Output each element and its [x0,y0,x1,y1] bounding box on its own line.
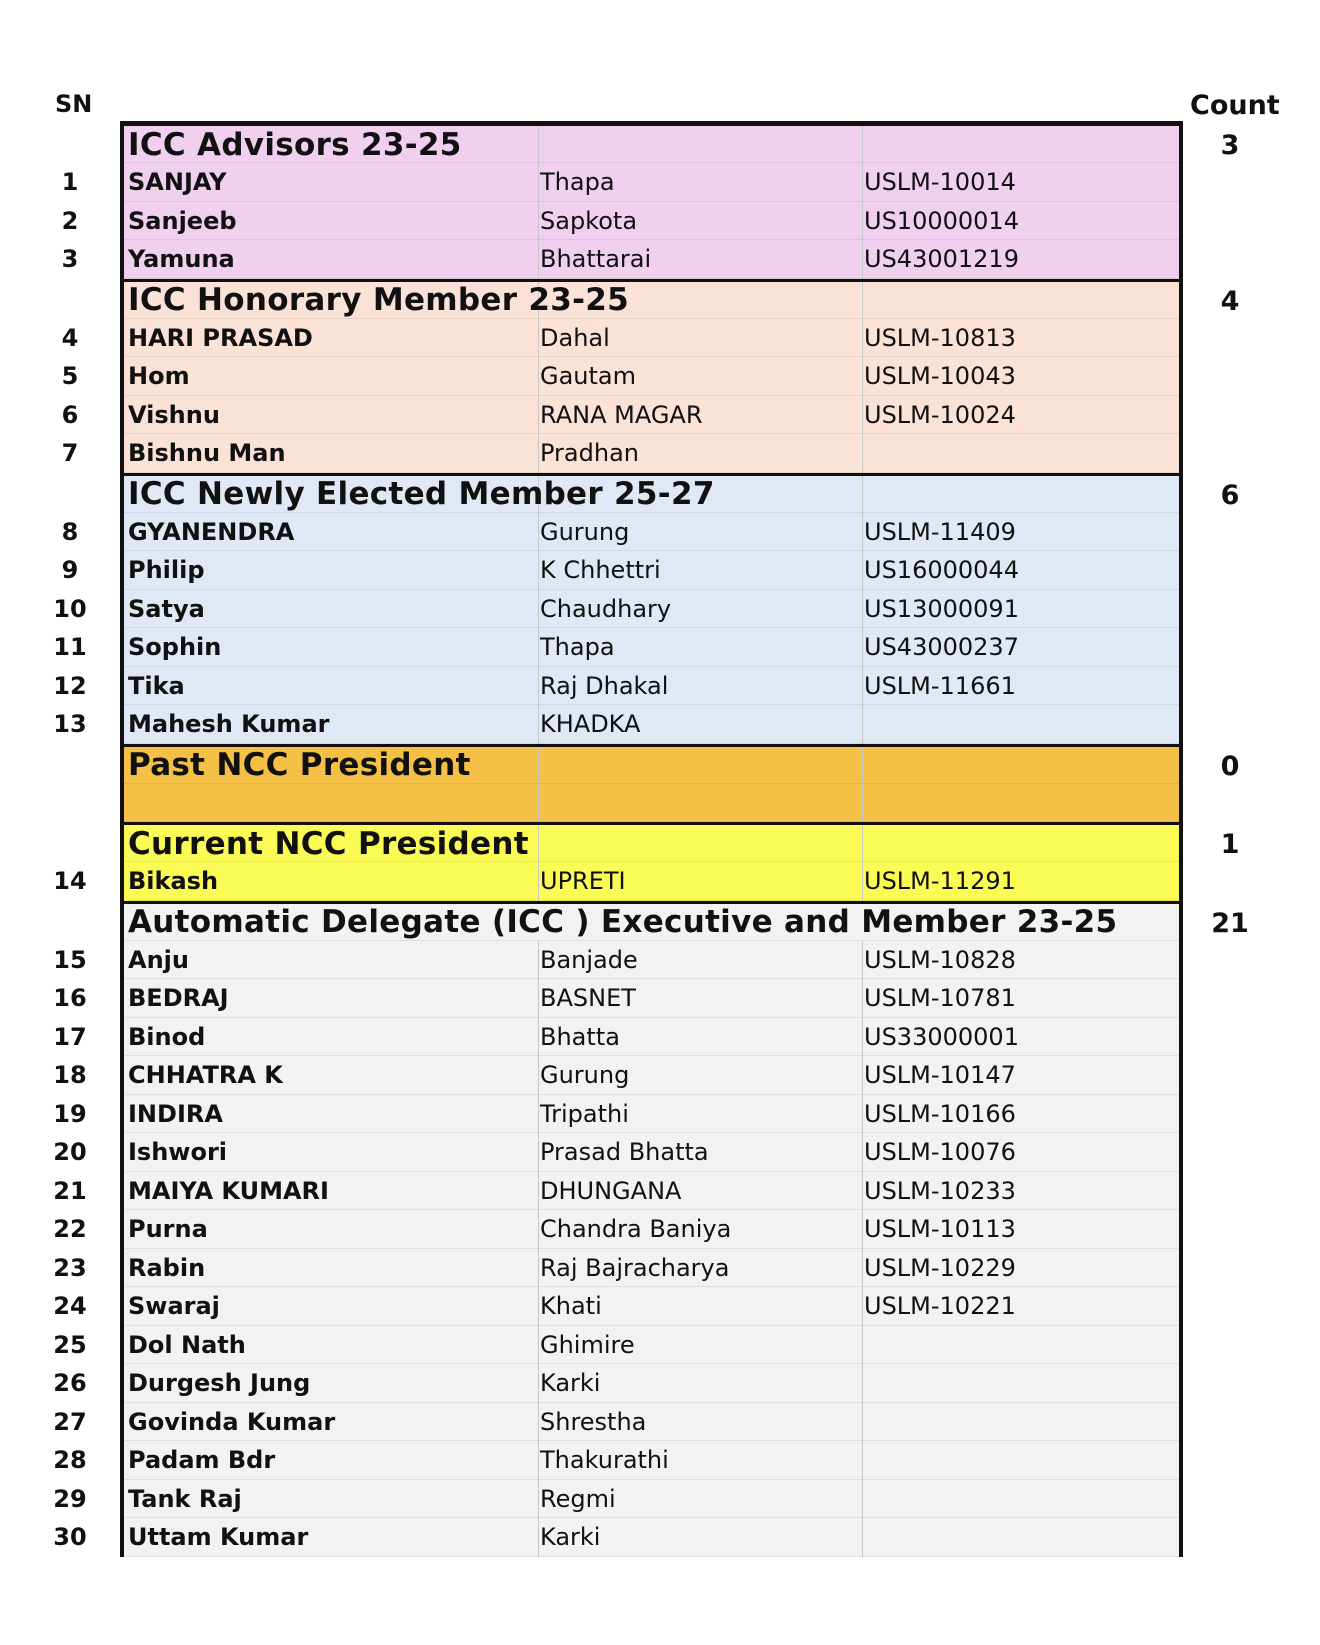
cell-divider [538,1364,539,1403]
member-id-cell: USLM-10076 [864,1138,1016,1167]
cell-divider [862,1518,863,1557]
member-id-cell: US43001219 [864,245,1019,274]
serial-number: 16 [53,984,87,1012]
table-row [122,1364,1180,1403]
section-count: 4 [1220,285,1240,317]
cell-divider [538,590,539,629]
member-id-cell: USLM-10166 [864,1099,1016,1128]
cell-divider [862,476,863,513]
table-row [122,590,1180,629]
cell-divider [538,1018,539,1057]
member-id-cell: US13000091 [864,594,1019,623]
cell-divider [538,1518,539,1557]
serial-number: 1 [61,168,79,196]
cell-divider [538,628,539,667]
cell-divider [862,1287,863,1326]
first-name-cell: Yamuna [128,245,235,274]
cell-divider [538,1056,539,1095]
cell-divider [538,1441,539,1480]
serial-number: 17 [53,1022,87,1051]
table-row [122,667,1180,706]
first-name-cell: Padam Bdr [128,1446,276,1475]
section-count: 6 [1220,479,1240,511]
last-name-cell: Thakurathi [540,1446,669,1475]
cell-divider [862,1403,863,1442]
serial-number: 27 [53,1407,87,1436]
table-row [122,1287,1180,1326]
table-row [122,163,1180,202]
last-name-cell: Banjade [540,945,638,974]
cell-divider [538,784,539,823]
first-name-cell: GYANENDRA [128,517,295,546]
cell-divider [538,1210,539,1249]
last-name-cell: Thapa [540,633,615,662]
section-count: 3 [1220,130,1240,161]
last-name-cell: Shrestha [540,1407,647,1436]
serial-number: 28 [53,1446,87,1474]
table-row [122,941,1180,980]
last-name-cell: DHUNGANA [540,1176,682,1205]
table-row [122,1095,1180,1134]
table-row [122,784,1180,823]
cell-divider [862,979,863,1018]
member-id-cell: USLM-10828 [864,945,1016,974]
first-name-cell: Anju [128,945,189,974]
section-header [122,123,1180,163]
cell-divider [538,941,539,980]
first-name-cell: Govinda Kumar [128,1407,336,1436]
last-name-cell: Raj Bajracharya [540,1253,730,1282]
table-row [122,551,1180,590]
cell-divider [538,1403,539,1442]
member-id-cell: USLM-10781 [864,984,1016,1013]
last-name-cell: Dahal [540,323,610,352]
first-name-cell: Hom [128,362,190,391]
cell-divider [862,705,863,744]
cell-divider [538,396,539,435]
first-name-cell: Philip [128,556,205,585]
cell-divider [538,705,539,744]
section-title: ICC Advisors 23-25 [128,126,462,163]
cell-divider [862,202,863,241]
serial-number: 18 [53,1061,87,1089]
last-name-cell: Bhattarai [540,245,652,274]
table-row [122,1172,1180,1211]
cell-divider [862,126,863,163]
table-row [122,1403,1180,1442]
last-name-cell: Sapkota [540,206,638,235]
cell-divider [862,1364,863,1403]
cell-divider [862,1210,863,1249]
cell-divider [862,941,863,980]
section-title: ICC Honorary Member 23-25 [128,282,630,318]
row-gridline [122,1556,1180,1557]
cell-divider [862,747,863,784]
first-name-cell: Bikash [128,867,219,896]
cell-divider [538,357,539,396]
serial-number: 22 [53,1215,87,1243]
serial-number: 12 [53,671,87,700]
member-id-cell: USLM-11409 [864,517,1016,546]
serial-number: 24 [53,1292,87,1320]
serial-number: 3 [61,245,79,273]
table-row [122,1018,1180,1057]
last-name-cell: Karki [540,1523,601,1552]
member-id-cell: USLM-11291 [864,867,1016,896]
first-name-cell: INDIRA [128,1099,223,1128]
table-row [122,1326,1180,1365]
last-name-cell: Thapa [540,168,615,197]
first-name-cell: Swaraj [128,1292,220,1321]
first-name-cell: Sanjeeb [128,206,237,235]
cell-divider [862,628,863,667]
section-title: Current NCC President [128,825,529,862]
last-name-cell: K Chhettri [540,556,661,585]
last-name-cell: RANA MAGAR [540,400,703,429]
first-name-cell: Ishwori [128,1138,228,1167]
first-name-cell: SANJAY [128,168,227,197]
member-id-cell: USLM-10014 [864,168,1016,197]
first-name-cell: Tika [128,671,185,700]
member-id-cell: USLM-10233 [864,1176,1016,1205]
cell-divider [538,667,539,706]
table-row [122,240,1180,279]
serial-number: 7 [61,439,79,467]
serial-number: 19 [53,1099,87,1128]
section-header [122,473,1180,513]
serial-number: 4 [61,323,79,352]
serial-number: 10 [53,594,87,623]
cell-divider [538,126,539,163]
cell-divider [538,979,539,1018]
serial-number: 9 [61,556,79,584]
last-name-cell: Tripathi [540,1099,629,1128]
member-id-cell: US43000237 [864,633,1019,662]
cell-divider [538,862,539,901]
serial-number: 21 [53,1176,87,1205]
section-count: 21 [1211,907,1249,939]
serial-number: 8 [61,517,79,546]
table-row [122,628,1180,667]
table-row [122,1133,1180,1172]
first-name-cell: BEDRAJ [128,984,229,1013]
member-id-cell: USLM-10024 [864,400,1016,429]
last-name-cell: KHADKA [540,710,641,739]
table-row [122,979,1180,1018]
first-name-cell: Purna [128,1215,208,1244]
section-header [122,901,1180,941]
cell-divider [538,319,539,358]
last-name-cell: BASNET [540,984,636,1013]
cell-divider [862,1480,863,1519]
cell-divider [538,240,539,279]
last-name-cell: Prasad Bhatta [540,1138,709,1167]
table-row [122,1441,1180,1480]
member-id-cell: USLM-10147 [864,1061,1016,1090]
cell-divider [538,1480,539,1519]
last-name-cell: Raj Dhakal [540,671,669,700]
cell-divider [862,513,863,552]
cell-divider [862,1018,863,1057]
cell-divider [862,434,863,473]
cell-divider [862,282,863,319]
last-name-cell: Chandra Baniya [540,1215,732,1244]
cell-divider [538,551,539,590]
first-name-cell: Rabin [128,1253,206,1282]
table-row [122,396,1180,435]
cell-divider [538,163,539,202]
serial-number: 30 [53,1523,87,1551]
first-name-cell: CHHATRA K [128,1061,283,1090]
section-count: 0 [1220,750,1240,782]
serial-number: 5 [61,362,79,390]
table-row [122,357,1180,396]
serial-number: 15 [53,945,87,974]
serial-number: 25 [53,1330,87,1359]
cell-divider [862,240,863,279]
serial-number: 6 [61,400,79,429]
cell-divider [862,551,863,590]
first-name-cell: Satya [128,594,205,623]
first-name-cell: Uttam Kumar [128,1523,309,1552]
cell-divider [862,667,863,706]
member-id-cell: USLM-11661 [864,671,1016,700]
cell-divider [862,357,863,396]
count-column-header: Count [1190,90,1280,121]
cell-divider [538,747,539,784]
cell-divider [862,396,863,435]
cell-divider [538,1172,539,1211]
cell-divider [862,1133,863,1172]
serial-number: 14 [53,867,87,895]
table-row [122,1210,1180,1249]
cell-divider [862,163,863,202]
cell-divider [538,1133,539,1172]
first-name-cell: Sophin [128,633,222,662]
table-row [122,513,1180,552]
cell-divider [862,784,863,823]
serial-number: 11 [53,633,87,661]
section-header [122,744,1180,784]
cell-divider [538,513,539,552]
first-name-cell: Bishnu Man [128,439,286,468]
table-row [122,1480,1180,1519]
last-name-cell: Khati [540,1292,602,1321]
last-name-cell: Karki [540,1369,601,1398]
last-name-cell: UPRETI [540,867,626,896]
cell-divider [538,202,539,241]
first-name-cell: MAIYA KUMARI [128,1176,329,1205]
member-id-cell: US10000014 [864,206,1019,235]
table-row [122,862,1180,901]
cell-divider [862,1056,863,1095]
table-top-border [120,121,1183,125]
section-title: Past NCC President [128,747,471,783]
cell-divider [862,1172,863,1211]
table-row [122,434,1180,473]
cell-divider [862,862,863,901]
last-name-cell: Gurung [540,517,630,546]
cell-divider [538,1287,539,1326]
section-header [122,279,1180,319]
cell-divider [862,590,863,629]
first-name-cell: HARI PRASAD [128,323,313,352]
cell-divider [538,434,539,473]
cell-divider [538,825,539,862]
cell-divider [862,319,863,358]
serial-number [40,784,100,823]
last-name-cell: Gautam [540,362,637,391]
first-name-cell: Mahesh Kumar [128,710,330,739]
last-name-cell: Gurung [540,1061,630,1090]
member-id-cell: USLM-10813 [864,323,1016,352]
member-id-cell: USLM-10113 [864,1215,1016,1244]
table-row [122,1249,1180,1288]
table-row [122,319,1180,358]
serial-number: 29 [53,1484,87,1513]
cell-divider [538,1326,539,1365]
first-name-cell: Vishnu [128,400,220,429]
last-name-cell: Regmi [540,1484,616,1513]
member-id-cell: USLM-10229 [864,1253,1016,1282]
serial-number: 2 [61,206,79,235]
member-id-cell: USLM-10043 [864,362,1016,391]
last-name-cell: Ghimire [540,1330,635,1359]
table-row [122,202,1180,241]
last-name-cell: Pradhan [540,439,639,468]
serial-number: 20 [53,1138,87,1166]
first-name-cell: Dol Nath [128,1330,246,1359]
member-id-cell: US16000044 [864,556,1019,585]
serial-number: 26 [53,1369,87,1397]
section-header [122,822,1180,862]
table-row [122,705,1180,744]
cell-divider [862,825,863,862]
section-count: 1 [1220,829,1240,860]
cell-divider [862,1326,863,1365]
member-id-cell: USLM-10221 [864,1292,1016,1321]
cell-divider [538,1095,539,1134]
sn-column-header: SN [55,90,93,118]
serial-number: 13 [53,710,87,738]
last-name-cell: Chaudhary [540,594,672,623]
table-row [122,1518,1180,1557]
table-row [122,1056,1180,1095]
first-name-cell: Binod [128,1022,206,1051]
first-name-cell: Tank Raj [128,1484,242,1513]
cell-divider [862,1249,863,1288]
section-title: Automatic Delegate (ICC ) Executive and Member 23-25 [128,904,1118,940]
serial-number: 23 [53,1253,87,1282]
cell-divider [862,1441,863,1480]
first-name-cell: Durgesh Jung [128,1369,311,1398]
section-title: ICC Newly Elected Member 25-27 [128,476,715,512]
last-name-cell: Bhatta [540,1022,620,1051]
member-id-cell: US33000001 [864,1022,1019,1051]
cell-divider [862,1095,863,1134]
cell-divider [538,1249,539,1288]
